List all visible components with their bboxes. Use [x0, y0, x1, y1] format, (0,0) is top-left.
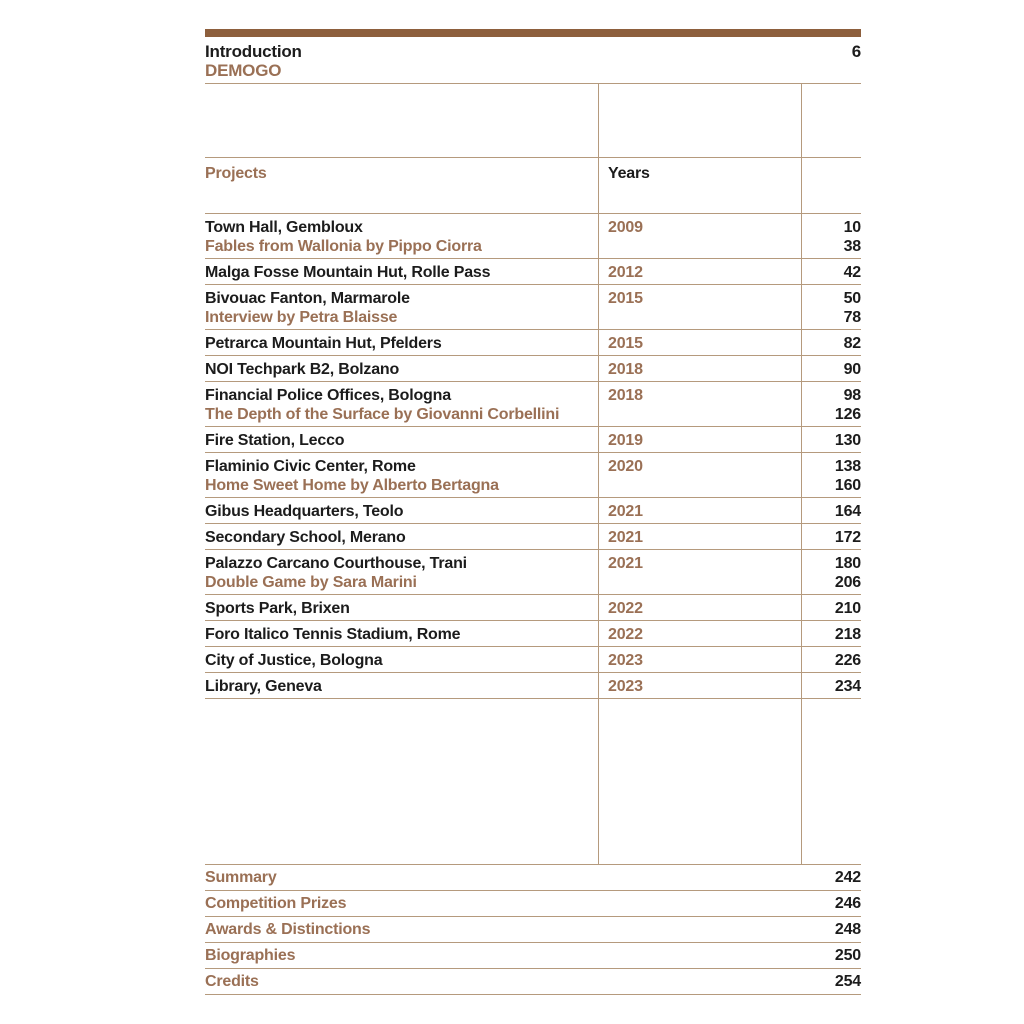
project-year: 2021	[608, 529, 643, 546]
table-row	[205, 594, 861, 620]
project-title: City of Justice, Bologna	[205, 652, 383, 669]
footer-row	[205, 942, 861, 968]
table-top-spacer-row	[205, 84, 861, 157]
table-row	[205, 381, 861, 426]
intro-page-number: 6	[851, 42, 861, 61]
table-row	[205, 284, 861, 329]
footer-page-number: 242	[834, 869, 861, 886]
project-year: 2009	[608, 219, 643, 236]
project-title: Flaminio Civic Center, Rome	[205, 458, 416, 475]
table-row	[205, 672, 861, 698]
project-year: 2020	[608, 458, 643, 475]
page-number: 50	[843, 290, 861, 307]
project-title: Gibus Headquarters, Teolo	[205, 503, 404, 520]
project-subtitle: Home Sweet Home by Alberto Bertagna	[205, 477, 499, 494]
project-year: 2021	[608, 555, 643, 572]
project-title: NOI Techpark B2, Bolzano	[205, 361, 400, 378]
project-year: 2023	[608, 678, 643, 695]
table-row	[205, 620, 861, 646]
footer-page-number: 246	[834, 895, 861, 912]
project-title: Library, Geneva	[205, 678, 322, 695]
project-title: Palazzo Carcano Courthouse, Trani	[205, 555, 467, 572]
table-row	[205, 426, 861, 452]
page-number: 42	[843, 264, 861, 281]
table-row	[205, 549, 861, 594]
project-title: Sports Park, Brixen	[205, 600, 350, 617]
table-bottom-spacer-row	[205, 698, 861, 864]
footer-label: Biographies	[205, 947, 296, 964]
project-title: Secondary School, Merano	[205, 529, 406, 546]
project-title: Malga Fosse Mountain Hut, Rolle Pass	[205, 264, 491, 281]
table-row	[205, 452, 861, 497]
page-number: 218	[834, 626, 861, 643]
page-number: 226	[834, 652, 861, 669]
footer-page-number: 250	[834, 947, 861, 964]
project-year: 2021	[608, 503, 643, 520]
footer-section	[205, 864, 861, 995]
page-number: 130	[834, 432, 861, 449]
project-year: 2022	[608, 626, 643, 643]
project-year: 2015	[608, 290, 643, 307]
projects-table	[205, 84, 861, 864]
footer-row	[205, 916, 861, 942]
project-title: Foro Italico Tennis Stadium, Rome	[205, 626, 461, 643]
project-subtitle: The Depth of the Surface by Giovanni Corbellini	[205, 406, 560, 423]
page-number: 126	[834, 406, 861, 423]
footer-row	[205, 968, 861, 994]
page-number: 160	[834, 477, 861, 494]
project-year: 2018	[608, 361, 643, 378]
page-number: 234	[834, 678, 861, 695]
table-row	[205, 355, 861, 381]
page-number: 90	[843, 361, 861, 378]
project-title: Town Hall, Gembloux	[205, 219, 363, 236]
project-year: 2015	[608, 335, 643, 352]
project-year: 2022	[608, 600, 643, 617]
table-row	[205, 329, 861, 355]
project-subtitle: Interview by Petra Blaisse	[205, 309, 398, 326]
project-subtitle: Fables from Wallonia by Pippo Ciorra	[205, 238, 482, 255]
intro-subtitle: DEMOGO	[205, 61, 282, 80]
project-year: 2023	[608, 652, 643, 669]
project-title: Petrarca Mountain Hut, Pfelders	[205, 335, 442, 352]
page-number: 82	[843, 335, 861, 352]
page-number: 98	[843, 387, 861, 404]
project-year: 2019	[608, 432, 643, 449]
table-header-row	[205, 157, 861, 213]
page-number: 138	[834, 458, 861, 475]
table-row	[205, 523, 861, 549]
page-number: 78	[843, 309, 861, 326]
intro-header	[205, 37, 861, 84]
footer-page-number: 248	[834, 921, 861, 938]
project-year: 2012	[608, 264, 643, 281]
page-number: 206	[834, 574, 861, 591]
footer-label: Summary	[205, 869, 277, 886]
footer-row	[205, 864, 861, 890]
page-number: 210	[834, 600, 861, 617]
top-accent-bar	[205, 29, 861, 37]
project-title: Fire Station, Lecco	[205, 432, 345, 449]
page-number: 172	[834, 529, 861, 546]
table-row	[205, 258, 861, 284]
project-year: 2018	[608, 387, 643, 404]
footer-label: Awards & Distinctions	[205, 921, 371, 938]
footer-row	[205, 890, 861, 916]
project-title: Financial Police Offices, Bologna	[205, 387, 451, 404]
footer-label: Competition Prizes	[205, 895, 347, 912]
page-number: 10	[843, 219, 861, 236]
page-content	[205, 29, 861, 995]
table-row	[205, 497, 861, 523]
page-number: 38	[843, 238, 861, 255]
projects-column-header: Projects	[205, 158, 599, 213]
footer-page-number: 254	[834, 973, 861, 990]
years-column-header: Years	[599, 158, 802, 213]
intro-title: Introduction	[205, 42, 302, 61]
footer-label: Credits	[205, 973, 259, 990]
page-number: 180	[834, 555, 861, 572]
project-subtitle: Double Game by Sara Marini	[205, 574, 417, 591]
project-title: Bivouac Fanton, Marmarole	[205, 290, 410, 307]
page-number: 164	[834, 503, 861, 520]
table-row	[205, 646, 861, 672]
table-row	[205, 213, 861, 258]
